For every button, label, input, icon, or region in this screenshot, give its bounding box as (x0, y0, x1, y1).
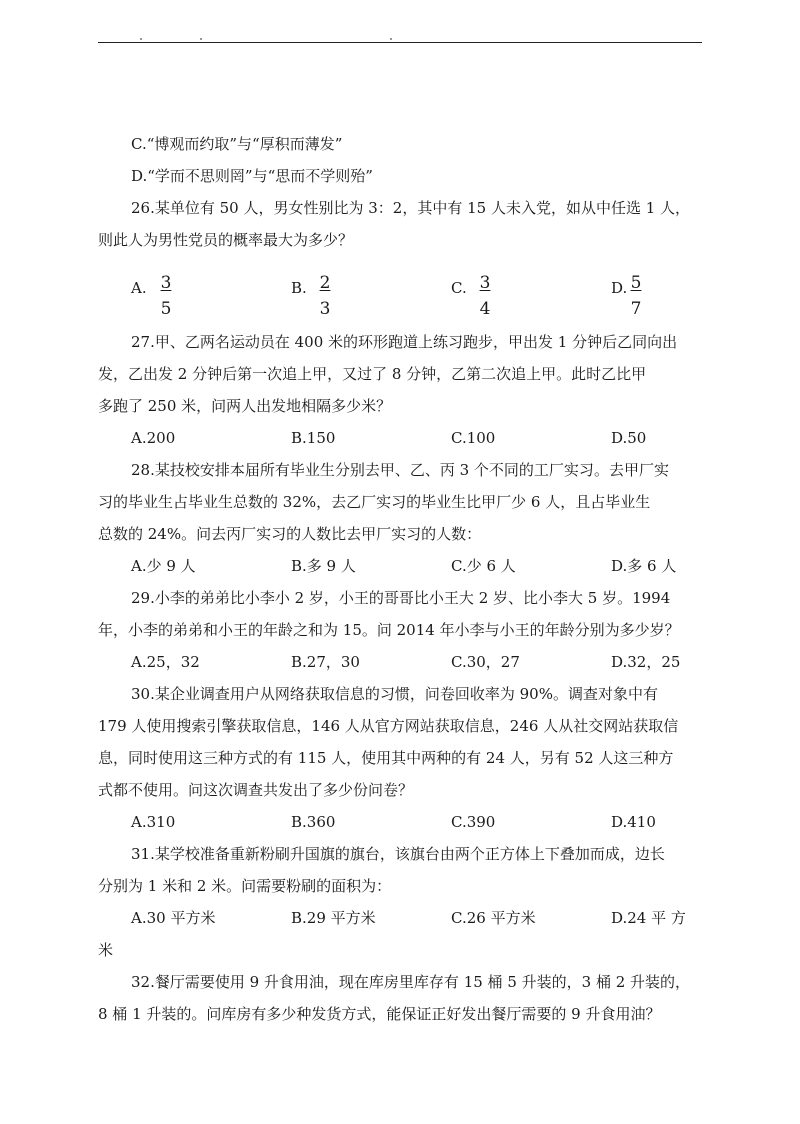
q31-option-d-wrap: 米 (98, 941, 114, 959)
q31-stem-line: 分别为 1 米和 2 米。问需要粉刷的面积为： (98, 877, 392, 895)
q29-option-b: B.27，30 (291, 653, 360, 671)
q28-stem-line: 总数的 24%。问去丙厂实习的人数比去甲厂实习的人数： (98, 525, 482, 543)
q30-stem-line: 息，同时使用这三种方式的有 115 人，使用其中两种的有 24 人，另有 52 人这三种方 (98, 749, 674, 767)
q26-option-b-fraction (316, 272, 334, 320)
q29-stem-line: 年，小李的弟弟和小王的年龄之和为 15。问 2014 年小李与小王的年龄分别为多少岁？ (98, 621, 680, 639)
q29-option-a: A.25，32 (131, 653, 200, 671)
q25-option-c: C.“博观而约取”与“厚积而薄发” (131, 135, 343, 153)
q27-option-d: D.50 (611, 429, 647, 447)
q27-option-b: B.150 (291, 429, 336, 447)
fraction-numerator: 3 (160, 273, 172, 293)
q30-option-c: C.390 (451, 813, 496, 831)
q29-stem-line: 29.小李的弟弟比小李小 2 岁，小王的哥哥比小王大 2 岁、比小李大 5 岁。1994 (131, 589, 671, 607)
q28-option-d: D.多 6 人 (611, 557, 677, 575)
q27-option-c: C.100 (451, 429, 496, 447)
fraction-numerator: 2 (319, 273, 331, 293)
q30-stem-line: 179 人使用搜索引擎获取信息，146 人从官方网站获取信息，246 人从社交网站获取信 (98, 717, 679, 735)
q28-option-b: B.多 9 人 (291, 557, 356, 575)
q27-option-a: A.200 (131, 429, 176, 447)
q32-stem-line: 8 桶 1 升装的。问库房有多少种发货方式，能保证正好发出餐厅需要的 9 升食用油？ (98, 1005, 661, 1023)
fraction-denominator: 3 (319, 299, 331, 319)
fraction-denominator: 4 (479, 299, 491, 319)
q30-option-a: A.310 (131, 813, 176, 831)
q32-stem-line: 32.餐厅需要使用 9 升食用油，现在库房里库存有 15 桶 5 升装的，3 桶 2 升装的， (131, 973, 691, 991)
header-mark (140, 38, 142, 40)
q26-stem-line: 26.某单位有 50 人，男女性别比为 3：2，其中有 15 人未入党，如从中任选 1 人， (131, 199, 691, 217)
q31-stem-line: 31.某学校准备重新粉刷升国旗的旗台，该旗台由两个正方体上下叠加而成，边长 (131, 845, 665, 863)
fraction-denominator: 7 (630, 299, 642, 319)
q25-option-d: D.“学而不思则罔”与“思而不学则殆” (131, 167, 373, 185)
header-mark (390, 38, 392, 40)
q27-stem-line: 多跑了 250 米，问两人出发地相隔多少米？ (98, 397, 392, 415)
q27-stem-line: 27.甲、乙两名运动员在 400 米的环形跑道上练习跑步，甲出发 1 分钟后乙同向出 (131, 333, 678, 351)
header-mark (200, 38, 202, 40)
q31-option-a: A.30 平方米 (131, 909, 216, 927)
q26-option-a-label: A. (131, 279, 147, 297)
q26-option-d-fraction (627, 272, 645, 320)
fraction-numerator: 3 (479, 273, 491, 293)
fraction-numerator: 5 (630, 273, 642, 293)
fraction-denominator: 5 (160, 299, 172, 319)
q29-option-c: C.30，27 (451, 653, 520, 671)
q26-option-c-label: C. (451, 279, 467, 297)
q30-option-b: B.360 (291, 813, 336, 831)
q26-option-b-label: B. (291, 279, 307, 297)
q28-option-c: C.少 6 人 (451, 557, 516, 575)
q30-option-d: D.410 (611, 813, 656, 831)
q26-stem-line: 则此人为男性党员的概率最大为多少？ (98, 231, 354, 249)
q26-option-a-fraction (157, 272, 175, 320)
q28-stem-line: 28.某技校安排本届所有毕业生分别去甲、乙、丙 3 个不同的工厂实习。去甲厂实 (131, 461, 669, 479)
header-rule (98, 42, 702, 43)
q29-option-d: D.32，25 (611, 653, 681, 671)
q27-stem-line: 发，乙出发 2 分钟后第一次追上甲，又过了 8 分钟，乙第二次追上甲。此时乙比甲 (98, 365, 647, 383)
q28-option-a: A.少 9 人 (131, 557, 196, 575)
q26-option-d-label: D. (611, 279, 628, 297)
q26-option-c-fraction (476, 272, 494, 320)
q31-option-d: D.24 平 方 (611, 909, 686, 927)
q30-stem-line: 30.某企业调查用户从网络获取信息的习惯，问卷回收率为 90%。调查对象中有 (131, 685, 658, 703)
q31-option-b: B.29 平方米 (291, 909, 376, 927)
q31-option-c: C.26 平方米 (451, 909, 536, 927)
q28-stem-line: 习的毕业生占毕业生总数的 32%，去乙厂实习的毕业生比甲厂少 6 人，且占毕业生 (98, 493, 651, 511)
q30-stem-line: 式都不使用。问这次调查共发出了多少份问卷？ (98, 781, 414, 799)
